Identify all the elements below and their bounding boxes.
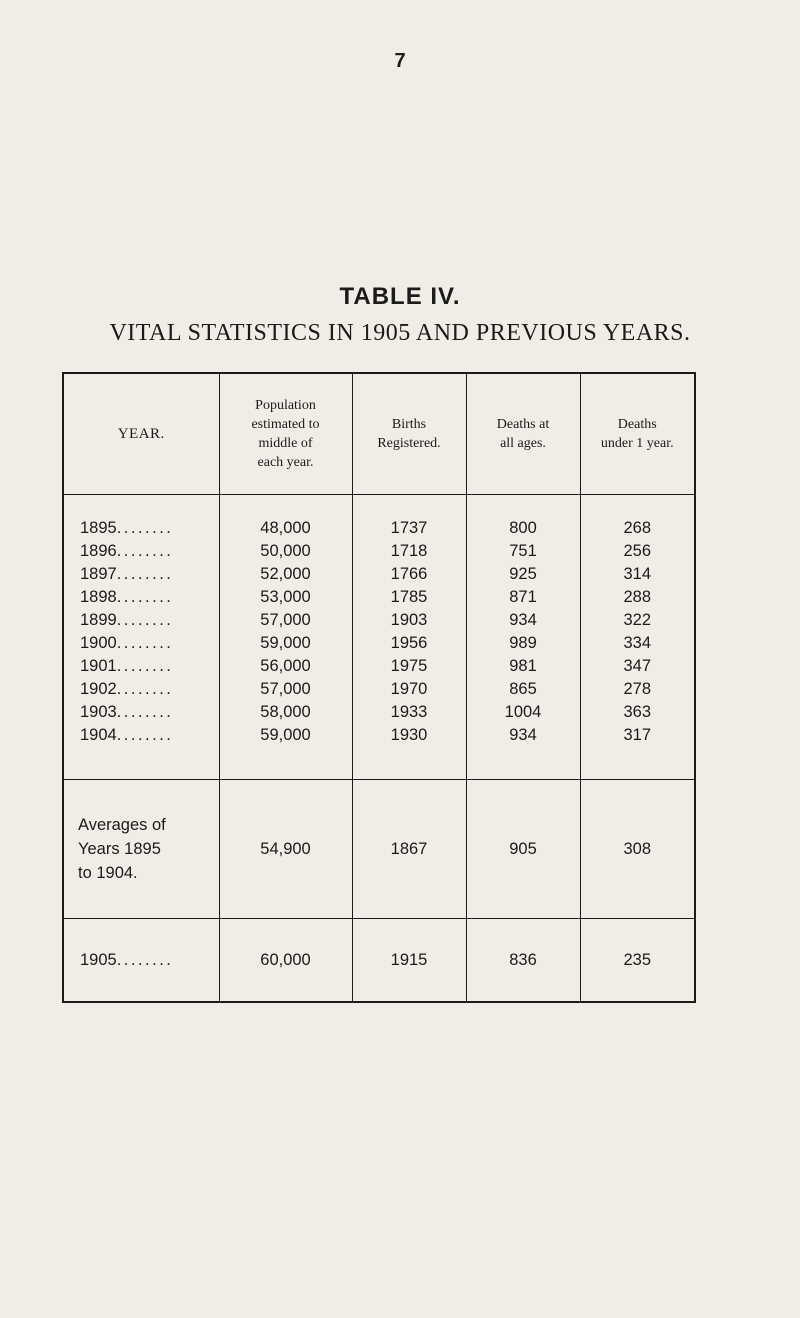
population-header-line: middle of bbox=[258, 436, 313, 451]
averages-label-line: Years 1895 bbox=[78, 840, 161, 858]
leader-dots: ........ bbox=[116, 950, 174, 969]
deaths-header-line: Deaths at bbox=[496, 417, 550, 432]
deaths-cell: 865 bbox=[466, 678, 580, 701]
averages-label bbox=[63, 780, 219, 919]
leader-dots: ........ bbox=[116, 588, 174, 606]
population-cell: 59,000 bbox=[219, 724, 352, 780]
infant-deaths-cell: 268 bbox=[580, 495, 695, 541]
deaths-cell: 981 bbox=[466, 655, 580, 678]
births-cell: 1956 bbox=[352, 632, 466, 655]
population-cell: 48,000 bbox=[219, 495, 352, 541]
table-row bbox=[63, 701, 695, 724]
averages-label-line: Averages of bbox=[78, 816, 166, 834]
births-header-line: Registered. bbox=[377, 436, 441, 451]
averages-row bbox=[63, 780, 695, 919]
year-value: 1900 bbox=[80, 634, 117, 652]
population-header-line: each year. bbox=[257, 455, 314, 470]
table-subtitle: VITAL STATISTICS IN 1905 AND PREVIOUS YEARS. bbox=[109, 320, 691, 346]
year-cell bbox=[63, 678, 219, 701]
infant-deaths-cell: 363 bbox=[580, 701, 695, 724]
population-header-line: Population bbox=[255, 398, 316, 413]
averages-infant-deaths-cell: 308 bbox=[580, 780, 695, 919]
population-cell: 58,000 bbox=[219, 701, 352, 724]
year-value: 1905 bbox=[80, 950, 117, 969]
year-cell bbox=[63, 724, 219, 780]
births-cell: 1785 bbox=[352, 586, 466, 609]
births-cell: 1975 bbox=[352, 655, 466, 678]
year-value: 1904 bbox=[80, 726, 117, 744]
infant-deaths-cell: 235 bbox=[580, 919, 695, 1003]
current-year-row bbox=[63, 919, 695, 1003]
header-row bbox=[63, 373, 695, 495]
averages-population-cell: 54,900 bbox=[219, 780, 352, 919]
births-header-line: Births bbox=[391, 417, 427, 432]
births-cell: 1766 bbox=[352, 563, 466, 586]
deaths-cell: 934 bbox=[466, 724, 580, 780]
year-cell bbox=[63, 919, 219, 1003]
leader-dots: ........ bbox=[116, 634, 174, 652]
page-number: 7 bbox=[394, 50, 406, 72]
leader-dots: ........ bbox=[116, 657, 174, 675]
births-cell: 1930 bbox=[352, 724, 466, 780]
year-value: 1903 bbox=[80, 703, 117, 721]
infant-deaths-header bbox=[580, 373, 695, 495]
infant-deaths-cell: 256 bbox=[580, 540, 695, 563]
table-title: TABLE IV. bbox=[339, 283, 461, 310]
births-cell: 1737 bbox=[352, 495, 466, 541]
year-value: 1896 bbox=[80, 542, 117, 560]
year-cell bbox=[63, 655, 219, 678]
year-value: 1895 bbox=[80, 519, 117, 537]
population-cell: 52,000 bbox=[219, 563, 352, 586]
deaths-cell: 925 bbox=[466, 563, 580, 586]
population-cell: 57,000 bbox=[219, 678, 352, 701]
deaths-header bbox=[466, 373, 580, 495]
population-header bbox=[219, 373, 352, 495]
vital-statistics-table bbox=[62, 372, 696, 1003]
population-header-line: estimated to bbox=[251, 417, 320, 432]
averages-births-cell: 1867 bbox=[352, 780, 466, 919]
year-value: 1899 bbox=[80, 611, 117, 629]
table-row bbox=[63, 724, 695, 780]
year-value: 1901 bbox=[80, 657, 117, 675]
leader-dots: ........ bbox=[116, 611, 174, 629]
table-row bbox=[63, 495, 695, 541]
population-cell: 60,000 bbox=[219, 919, 352, 1003]
table-row bbox=[63, 609, 695, 632]
year-cell bbox=[63, 495, 219, 541]
births-cell: 1933 bbox=[352, 701, 466, 724]
leader-dots: ........ bbox=[116, 565, 174, 583]
deaths-cell: 751 bbox=[466, 540, 580, 563]
infant-deaths-header-line: Deaths bbox=[617, 417, 657, 432]
leader-dots: ........ bbox=[116, 703, 174, 721]
year-cell bbox=[63, 632, 219, 655]
deaths-cell: 836 bbox=[466, 919, 580, 1003]
deaths-cell: 800 bbox=[466, 495, 580, 541]
table-row bbox=[63, 655, 695, 678]
infant-deaths-cell: 314 bbox=[580, 563, 695, 586]
deaths-cell: 1004 bbox=[466, 701, 580, 724]
leader-dots: ........ bbox=[116, 680, 174, 698]
leader-dots: ........ bbox=[116, 519, 174, 537]
infant-deaths-header-line: under 1 year. bbox=[600, 436, 674, 451]
table-row bbox=[63, 678, 695, 701]
year-value: 1902 bbox=[80, 680, 117, 698]
year-cell bbox=[63, 563, 219, 586]
infant-deaths-cell: 347 bbox=[580, 655, 695, 678]
infant-deaths-cell: 288 bbox=[580, 586, 695, 609]
infant-deaths-cell: 322 bbox=[580, 609, 695, 632]
table-row bbox=[63, 632, 695, 655]
year-cell bbox=[63, 609, 219, 632]
births-cell: 1903 bbox=[352, 609, 466, 632]
year-cell bbox=[63, 701, 219, 724]
deaths-header-line: all ages. bbox=[500, 436, 546, 451]
population-cell: 59,000 bbox=[219, 632, 352, 655]
infant-deaths-cell: 278 bbox=[580, 678, 695, 701]
averages-section bbox=[63, 780, 695, 919]
deaths-cell: 989 bbox=[466, 632, 580, 655]
year-cell bbox=[63, 586, 219, 609]
births-cell: 1718 bbox=[352, 540, 466, 563]
deaths-cell: 871 bbox=[466, 586, 580, 609]
leader-dots: ........ bbox=[116, 542, 174, 560]
current-year-section bbox=[63, 919, 695, 1003]
population-cell: 50,000 bbox=[219, 540, 352, 563]
year-value: 1897 bbox=[80, 565, 117, 583]
population-cell: 57,000 bbox=[219, 609, 352, 632]
table-row bbox=[63, 586, 695, 609]
population-cell: 56,000 bbox=[219, 655, 352, 678]
population-cell: 53,000 bbox=[219, 586, 352, 609]
year-cell bbox=[63, 540, 219, 563]
leader-dots: ........ bbox=[116, 726, 174, 744]
averages-label-line: to 1904. bbox=[78, 864, 138, 882]
infant-deaths-cell: 317 bbox=[580, 724, 695, 780]
births-cell: 1915 bbox=[352, 919, 466, 1003]
table-row bbox=[63, 563, 695, 586]
infant-deaths-cell: 334 bbox=[580, 632, 695, 655]
deaths-cell: 934 bbox=[466, 609, 580, 632]
births-header bbox=[352, 373, 466, 495]
table-row bbox=[63, 540, 695, 563]
births-cell: 1970 bbox=[352, 678, 466, 701]
year-value: 1898 bbox=[80, 588, 117, 606]
year-header: YEAR. bbox=[63, 373, 219, 495]
averages-deaths-cell: 905 bbox=[466, 780, 580, 919]
yearly-rows bbox=[63, 495, 695, 780]
